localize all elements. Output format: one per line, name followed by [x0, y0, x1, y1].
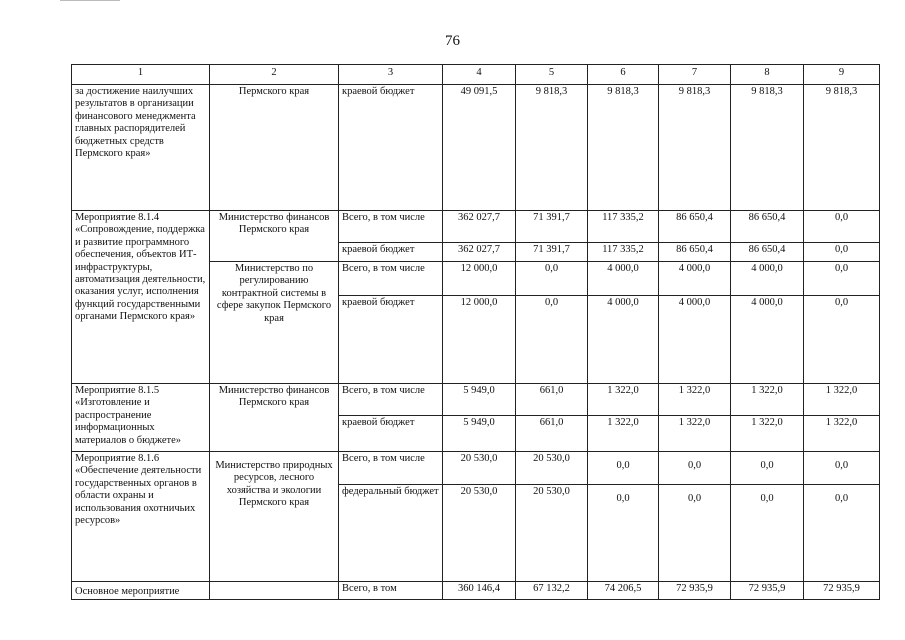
value-cell: 117 335,2	[588, 211, 659, 243]
measure-name: Мероприятие 8.1.5 «Изготовление и распространение информационных материалов о бюджете»	[72, 384, 210, 452]
value-cell: 72 935,9	[804, 582, 880, 600]
value-cell: 1 322,0	[804, 416, 880, 452]
value-cell: 661,0	[516, 416, 588, 452]
col-header-5: 5	[516, 65, 588, 85]
value-cell: 4 000,0	[659, 262, 731, 296]
value-cell: 0,0	[588, 452, 659, 485]
funding-source: Всего, в том числе	[339, 384, 443, 416]
funding-source: краевой бюджет	[339, 85, 443, 211]
value-cell: 9 818,3	[588, 85, 659, 211]
measure-name: за достижение наилучших результатов в организации финансового менеджмента главных распорядителей бюджетных средств Пермского края»	[72, 85, 210, 211]
value-cell: 0,0	[804, 296, 880, 384]
value-cell: 4 000,0	[731, 296, 804, 384]
funding-source: Всего, в том числе	[339, 211, 443, 243]
value-cell: 1 322,0	[731, 384, 804, 416]
col-header-2: 2	[210, 65, 339, 85]
executor: Министерство финансов Пермского края	[210, 384, 339, 452]
executor: Министерство природных ресурсов, лесного хозяйства и экологии Пермского края	[210, 452, 339, 582]
value-cell: 9 818,3	[804, 85, 880, 211]
value-cell: 20 530,0	[443, 452, 516, 485]
table-row	[72, 582, 880, 600]
executor: Министерство финансов Пермского края	[210, 211, 339, 262]
value-cell: 0,0	[659, 485, 731, 582]
value-cell: 1 322,0	[804, 384, 880, 416]
value-cell: 1 322,0	[659, 384, 731, 416]
value-cell: 4 000,0	[588, 296, 659, 384]
funding-source: федеральный бюджет	[339, 485, 443, 582]
value-cell: 71 391,7	[516, 211, 588, 243]
value-cell: 9 818,3	[659, 85, 731, 211]
value-cell: 0,0	[659, 452, 731, 485]
funding-source: краевой бюджет	[339, 296, 443, 384]
measure-name: Мероприятие 8.1.6 «Обеспечение деятельности государственных органов в области охраны и использования охотничьих ресурсов»	[72, 452, 210, 582]
value-cell: 74 206,5	[588, 582, 659, 600]
col-header-9: 9	[804, 65, 880, 85]
col-header-8: 8	[731, 65, 804, 85]
value-cell: 1 322,0	[588, 416, 659, 452]
value-cell: 1 322,0	[659, 416, 731, 452]
value-cell: 0,0	[588, 485, 659, 582]
budget-table	[71, 64, 880, 600]
value-cell: 86 650,4	[659, 211, 731, 243]
value-cell: 661,0	[516, 384, 588, 416]
value-cell: 12 000,0	[443, 296, 516, 384]
funding-source: Всего, в том	[339, 582, 443, 600]
value-cell: 86 650,4	[659, 243, 731, 262]
value-cell: 5 949,0	[443, 416, 516, 452]
value-cell: 86 650,4	[731, 243, 804, 262]
col-header-3: 3	[339, 65, 443, 85]
funding-source: краевой бюджет	[339, 243, 443, 262]
value-cell: 0,0	[804, 243, 880, 262]
value-cell: 0,0	[804, 485, 880, 582]
value-cell: 20 530,0	[516, 452, 588, 485]
value-cell: 0,0	[804, 211, 880, 243]
col-header-4: 4	[443, 65, 516, 85]
executor	[210, 582, 339, 600]
value-cell: 20 530,0	[516, 485, 588, 582]
value-cell: 0,0	[804, 452, 880, 485]
value-cell: 67 132,2	[516, 582, 588, 600]
value-cell: 0,0	[516, 262, 588, 296]
value-cell: 1 322,0	[588, 384, 659, 416]
value-cell: 0,0	[731, 485, 804, 582]
value-cell: 9 818,3	[516, 85, 588, 211]
funding-source: Всего, в том числе	[339, 452, 443, 485]
value-cell: 9 818,3	[731, 85, 804, 211]
value-cell: 360 146,4	[443, 582, 516, 600]
page-number: 76	[445, 33, 460, 49]
value-cell: 362 027,7	[443, 211, 516, 243]
measure-name: Основное мероприятие	[72, 582, 210, 600]
funding-source: Всего, в том числе	[339, 262, 443, 296]
table-row	[72, 452, 880, 485]
top-edge-line	[60, 0, 120, 1]
value-cell: 72 935,9	[731, 582, 804, 600]
value-cell: 1 322,0	[731, 416, 804, 452]
value-cell: 20 530,0	[443, 485, 516, 582]
value-cell: 72 935,9	[659, 582, 731, 600]
value-cell: 12 000,0	[443, 262, 516, 296]
value-cell: 0,0	[804, 262, 880, 296]
measure-name: Мероприятие 8.1.4 «Сопровождение, поддержка и развитие программного обеспечения, объектов ИТ-инфраструктуры, автоматизация деятельности, оказания услуг, исполнения функций государственными органами Пермского края»	[72, 211, 210, 384]
value-cell: 71 391,7	[516, 243, 588, 262]
table-row	[72, 85, 880, 211]
col-header-1: 1	[72, 65, 210, 85]
col-header-6: 6	[588, 65, 659, 85]
value-cell: 4 000,0	[588, 262, 659, 296]
header-row	[72, 65, 880, 85]
funding-source: краевой бюджет	[339, 416, 443, 452]
value-cell: 5 949,0	[443, 384, 516, 416]
value-cell: 4 000,0	[731, 262, 804, 296]
value-cell: 49 091,5	[443, 85, 516, 211]
table-row	[72, 211, 880, 243]
executor: Пермского края	[210, 85, 339, 211]
value-cell: 0,0	[731, 452, 804, 485]
value-cell: 362 027,7	[443, 243, 516, 262]
value-cell: 4 000,0	[659, 296, 731, 384]
value-cell: 0,0	[516, 296, 588, 384]
value-cell: 86 650,4	[731, 211, 804, 243]
executor: Министерство по регулированию контрактной системы в сфере закупок Пермского края	[210, 262, 339, 384]
value-cell: 117 335,2	[588, 243, 659, 262]
col-header-7: 7	[659, 65, 731, 85]
table-row	[72, 384, 880, 416]
